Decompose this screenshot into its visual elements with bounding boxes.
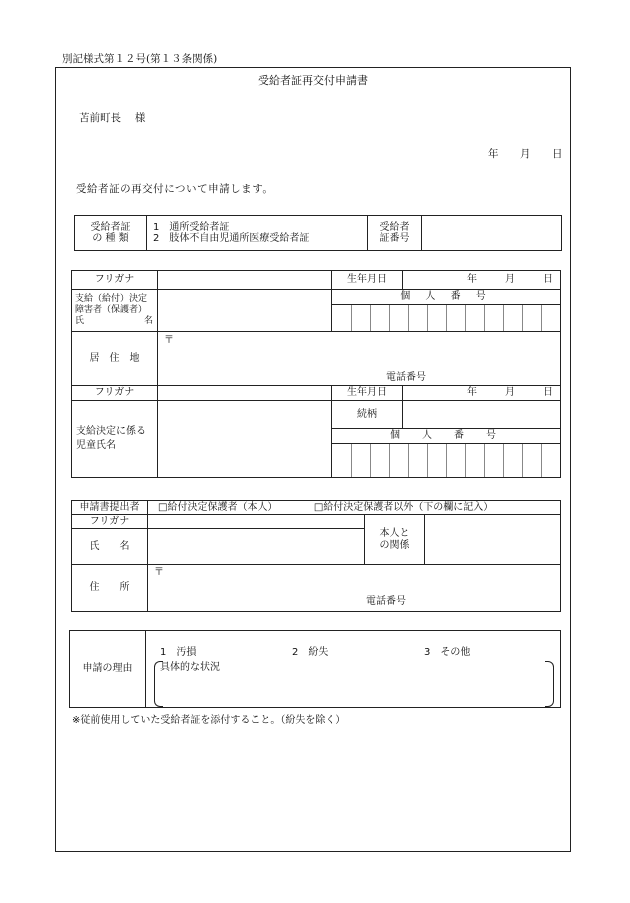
date-month-label: 月: [520, 148, 531, 160]
child-furigana-field[interactable]: [158, 386, 332, 401]
certificate-type-table: [74, 215, 562, 251]
option-day-service-certificate: 1 通所受給者証: [153, 221, 230, 233]
reason-option-soiled[interactable]: 1 汚損: [160, 647, 197, 658]
detail-bracket-right: [545, 661, 554, 707]
child-name-field[interactable]: [158, 401, 332, 478]
child-birth-field[interactable]: 年 月 日: [403, 386, 561, 401]
child-furigana-label: フリガナ: [72, 386, 158, 401]
child-birth-label: 生年月日: [332, 386, 403, 401]
certificate-type-options: [147, 216, 368, 251]
applicant-name-field[interactable]: [148, 529, 365, 565]
submitter-other-checkbox[interactable]: □給付決定保護者以外（下の欄に記入）: [313, 501, 494, 513]
option-medical-certificate: 2 肢体不自由児通所医療受給者証: [153, 233, 310, 244]
guardian-furigana-label: フリガナ: [72, 271, 158, 290]
certificate-number-label: 受給者 証番号: [368, 216, 422, 251]
reason-option-lost[interactable]: 2 紛失: [292, 647, 329, 658]
guardian-name-label: 支給（給付）決定 障害者（保護者） 氏 名: [72, 290, 158, 332]
guardian-phone-label: 電話番号: [386, 372, 426, 383]
child-personal-number-label: 個 人 番 号: [332, 429, 561, 444]
intro-text: 受給者証の再交付について申請します。: [76, 183, 274, 195]
applicant-address-label: 住 所: [72, 565, 148, 612]
form-number-note: 別記様式第１２号(第１３条関係): [62, 53, 218, 65]
applicant-relation-field[interactable]: [425, 515, 561, 565]
submitter-label: 申請書提出者: [72, 501, 148, 515]
detail-label: 具体的な状況: [160, 662, 220, 673]
guardian-address-field[interactable]: [158, 332, 561, 386]
guardian-postal-mark: 〒: [164, 335, 174, 346]
guardian-furigana-field[interactable]: [158, 271, 332, 290]
applicant-phone-label: 電話番号: [366, 596, 406, 607]
guardian-name-field[interactable]: [158, 290, 332, 332]
addressee: 苫前町長 様: [79, 112, 146, 124]
form-title: 受給者証再交付申請書: [258, 74, 368, 87]
date-day-label: 日: [552, 148, 563, 160]
reason-label: 申請の理由: [70, 631, 146, 708]
child-name-label: 支給決定に係る 児童氏名: [72, 401, 158, 478]
certificate-type-label: 受給者証 の 種 類: [75, 216, 147, 251]
submitter-options: [148, 501, 561, 515]
date-year-label: 年: [488, 148, 499, 160]
guardian-address-label: 居 住 地: [72, 332, 158, 386]
guardian-personal-number-boxes[interactable]: [332, 305, 561, 332]
applicant-furigana-label: フリガナ: [72, 515, 148, 529]
reason-table: [69, 630, 561, 708]
applicant-postal-mark: 〒: [154, 567, 164, 578]
applicant-name-label: 氏 名: [72, 529, 148, 565]
child-personal-number-boxes[interactable]: [332, 444, 561, 478]
certificate-number-field[interactable]: [422, 216, 562, 251]
footnote: ※従前使用していた受給者証を添付すること。（紛失を除く）: [72, 715, 346, 726]
applicant-furigana-field[interactable]: [148, 515, 365, 529]
applicant-address-field[interactable]: [148, 565, 561, 612]
applicant-relation-label: 本人と の関係: [365, 515, 425, 565]
guardian-child-table: [71, 270, 561, 478]
child-relation-label: 続柄: [332, 401, 403, 429]
guardian-birth-label: 生年月日: [332, 271, 403, 290]
child-relation-field[interactable]: [403, 401, 561, 429]
applicant-table: [71, 500, 561, 612]
reason-option-other[interactable]: 3 その他: [424, 647, 471, 658]
reason-field: [146, 631, 561, 708]
guardian-birth-field[interactable]: 年 月 日: [403, 271, 561, 290]
guardian-personal-number-label: 個 人 番 号: [332, 290, 561, 305]
submitter-self-checkbox[interactable]: □給付決定保護者（本人）: [158, 501, 278, 513]
